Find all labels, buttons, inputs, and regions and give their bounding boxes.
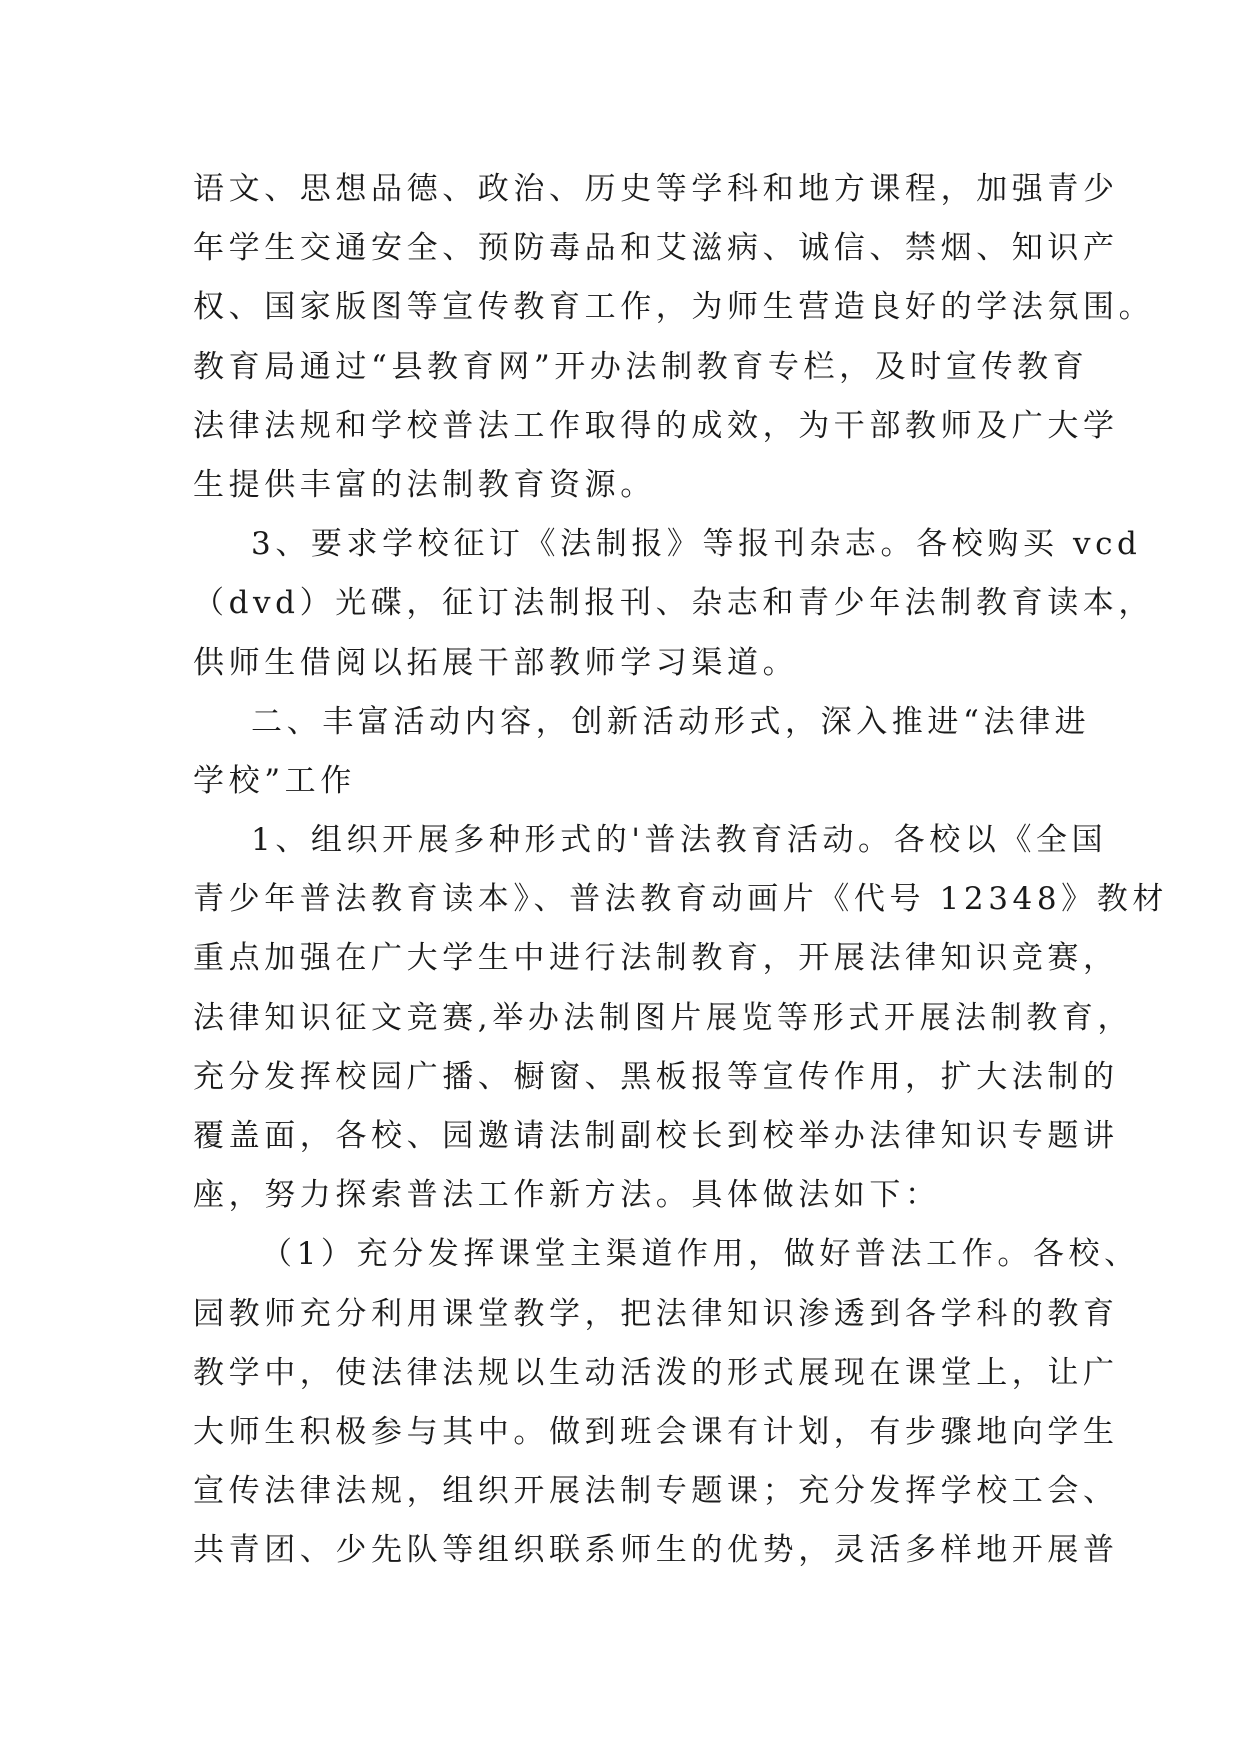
text-line: 大师生积极参与其中。做到班会课有计划，有步骤地向学生 (193, 1413, 1119, 1450)
text-line: 生提供丰富的法制教育资源。 (193, 466, 656, 503)
text-line: 法律知识征文竞赛,举办法制图片展览等形式开展法制教育， (193, 999, 1134, 1036)
text-line: （dvd）光碟，征订法制报刊、杂志和青少年法制教育读本， (193, 585, 1154, 622)
text-line: 供师生借阅以拓展干部教师学习渠道。 (193, 644, 799, 681)
text-line: 宣传法律法规，组织开展法制专题课；充分发挥学校工会、 (193, 1473, 1119, 1510)
text-line: 教学中，使法律法规以生动活泼的形式展现在课堂上，让广 (193, 1354, 1119, 1391)
document-body (193, 160, 1168, 1581)
text-line: 教育局通过“县教育网”开办法制教育专栏，及时宣传教育 (193, 348, 1089, 385)
paragraph-start-line: 1、组织开展多种形式的'普法教育活动。各校以《全国 (251, 822, 1108, 859)
section-heading-line: 学校”工作 (193, 762, 356, 799)
paragraph-start-line: （1）充分发挥课堂主渠道作用，做好普法工作。各校、 (261, 1236, 1140, 1273)
text-line: 覆盖面，各校、园邀请法制副校长到校举办法律知识专题讲 (193, 1118, 1119, 1154)
section-heading-line: 二、丰富活动内容，创新活动形式，深入推进“法律进 (251, 703, 1091, 740)
text-line: 年学生交通安全、预防毒品和艾滋病、诚信、禁烟、知识产 (193, 230, 1119, 267)
text-line: 语文、思想品德、政治、历史等学科和地方课程，加强青少 (193, 171, 1119, 207)
text-line: 充分发挥校园广播、橱窗、黑板报等宣传作用，扩大法制的 (193, 1058, 1119, 1095)
text-line: 园教师充分利用课堂教学，把法律知识渗透到各学科的教育 (193, 1295, 1119, 1332)
text-line: 权、国家版图等宣传教育工作，为师生营造良好的学法氛围。 (193, 289, 1155, 326)
paragraph-start-line: 3、要求学校征订《法制报》等报刊杂志。各校购买 vcd (251, 526, 1142, 563)
text-line: 青少年普法教育读本》、普法教育动画片《代号 12348》教材 (193, 881, 1168, 918)
text-line: 座，努力探索普法工作新方法。具体做法如下： (193, 1177, 941, 1214)
text-line: 重点加强在广大学生中进行法制教育，开展法律知识竞赛， (193, 940, 1119, 977)
text-line: 法律法规和学校普法工作取得的成效，为干部教师及广大学 (193, 407, 1119, 444)
text-line: 共青团、少先队等组织联系师生的优势，灵活多样地开展普 (193, 1532, 1119, 1569)
